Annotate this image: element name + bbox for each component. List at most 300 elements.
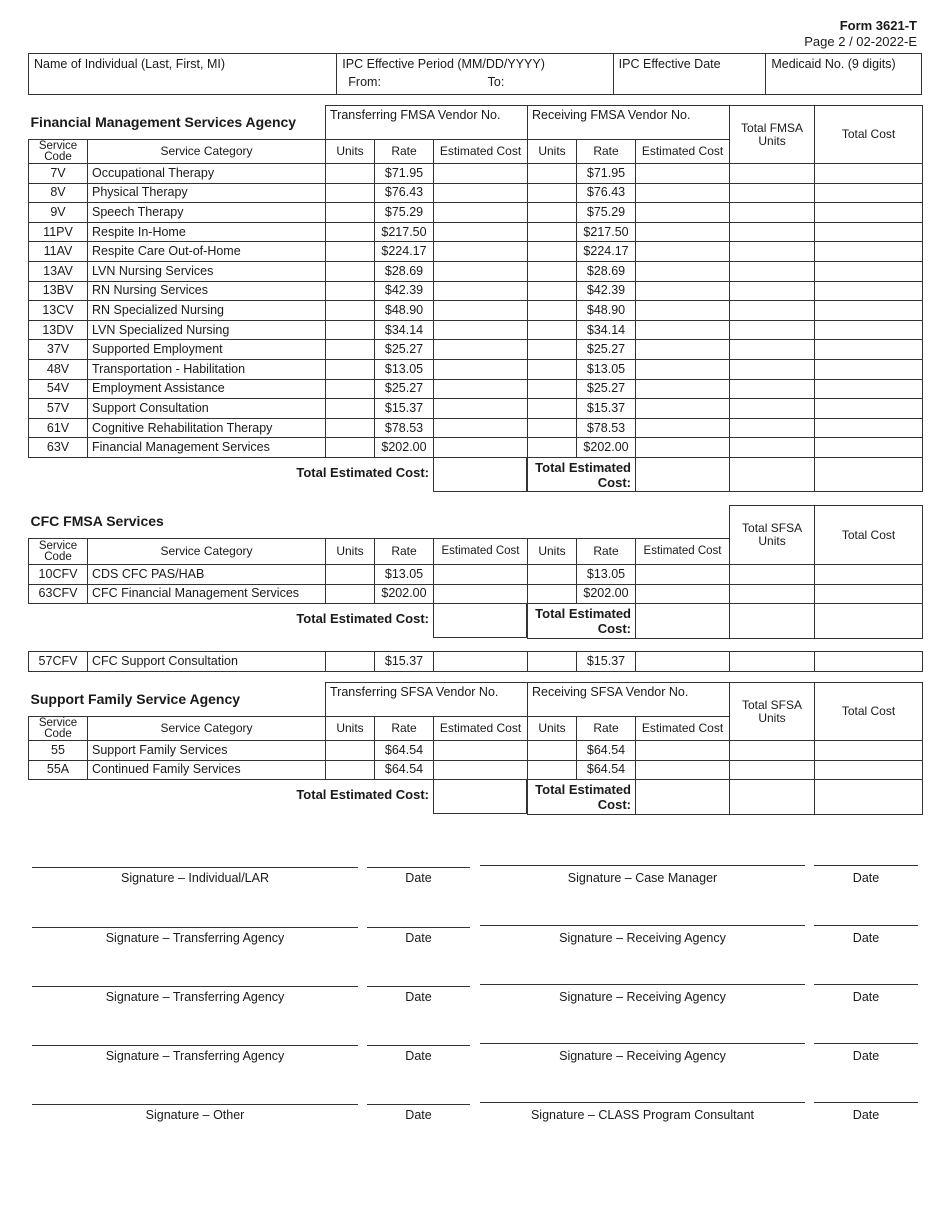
sfsa-col-est-header: Estimated Cost: [434, 717, 528, 741]
est-cost-cell-recv[interactable]: [636, 379, 730, 399]
total-units-cell[interactable]: [730, 281, 815, 301]
table-row: [29, 565, 923, 585]
units-cell-recv[interactable]: [528, 261, 577, 281]
rate-cell-recv: $25.27: [577, 379, 636, 399]
units-cell[interactable]: [326, 418, 375, 438]
service-category: Respite In-Home: [88, 222, 326, 242]
units-cell-recv[interactable]: [528, 760, 577, 780]
signature-left-line[interactable]: [32, 1045, 358, 1046]
signature-row: [0, 866, 950, 896]
units-cell-recv[interactable]: [528, 320, 577, 340]
est-cost-cell-recv[interactable]: [636, 399, 730, 419]
rate-cell-recv: $64.54: [577, 741, 636, 761]
cfc-total-cost-header: Total Cost: [815, 506, 923, 565]
cfc-total-units-cell[interactable]: [730, 604, 815, 639]
rate-cell: $224.17: [375, 242, 434, 262]
date-right-label: Date: [852, 1108, 880, 1122]
total-cost-cell[interactable]: [815, 418, 923, 438]
est-cost-cell-recv[interactable]: [636, 320, 730, 340]
signature-left-line[interactable]: [32, 927, 358, 928]
total-cost-cell[interactable]: [815, 584, 923, 604]
sfsa-total-label-recv1: Total Estimated: [535, 781, 631, 797]
est-cost-cell-recv[interactable]: [636, 261, 730, 281]
est-cost-cell[interactable]: [434, 320, 528, 340]
rate-cell-recv: $202.00: [577, 438, 636, 458]
est-cost-cell[interactable]: [434, 741, 528, 761]
total-cost-cell[interactable]: [815, 652, 923, 672]
rate-cell-recv: $78.53: [577, 418, 636, 438]
date-right-label: Date: [852, 931, 880, 945]
service-code: 61V: [29, 418, 88, 438]
total-cost-cell[interactable]: [815, 301, 923, 321]
service-code: 13BV: [29, 281, 88, 301]
date-left-label: Date: [405, 871, 432, 885]
total-units-cell[interactable]: [730, 584, 815, 604]
signature-right-line[interactable]: [480, 865, 805, 866]
units-cell-recv[interactable]: [528, 379, 577, 399]
fmsa-total-transfer-cell[interactable]: [433, 458, 527, 492]
total-units-cell[interactable]: [730, 418, 815, 438]
rate-cell: $13.05: [375, 565, 434, 585]
units-cell[interactable]: [326, 565, 375, 585]
cfc-support-consultation-table: [28, 651, 923, 672]
cfc-table: [28, 505, 923, 639]
rate-cell: $13.05: [375, 359, 434, 379]
date-left-line[interactable]: [367, 867, 470, 868]
sfsa-total-recv-cell[interactable]: [636, 780, 730, 815]
rate-cell-recv: $64.54: [577, 760, 636, 780]
service-code: 37V: [29, 340, 88, 360]
est-cost-cell-recv[interactable]: [636, 741, 730, 761]
ipc-period-label: IPC Effective Period (MM/DD/YYYY): [342, 57, 545, 71]
sfsa-total-cost-cell[interactable]: [815, 780, 923, 815]
sfsa-col-category-header: Service Category: [88, 717, 326, 741]
date-right-line[interactable]: [814, 865, 918, 866]
name-label: Name of Individual (Last, First, MI): [34, 57, 226, 71]
total-units-cell[interactable]: [730, 379, 815, 399]
rate-cell: $34.14: [375, 320, 434, 340]
est-cost-cell-recv[interactable]: [636, 652, 730, 672]
signature-right-line[interactable]: [480, 925, 805, 926]
page-info: Page 2 / 02-2022-E: [804, 34, 917, 49]
est-cost-cell[interactable]: [434, 222, 528, 242]
units-cell[interactable]: [326, 203, 375, 223]
table-row: [29, 320, 923, 340]
est-cost-cell-recv[interactable]: [636, 760, 730, 780]
cfc-col-est-header-recv: Estimated Cost: [636, 539, 730, 565]
signature-row: [0, 1103, 950, 1133]
from-label: From:: [348, 75, 381, 89]
date-right-line[interactable]: [814, 984, 918, 985]
col-units-header-recv: Units: [528, 140, 577, 164]
est-cost-cell[interactable]: [434, 399, 528, 419]
rate-cell: $202.00: [375, 438, 434, 458]
col-est-header: Estimated Cost: [434, 140, 528, 164]
service-category: LVN Specialized Nursing: [88, 320, 326, 340]
service-category: Financial Management Services: [88, 438, 326, 458]
est-cost-cell-recv[interactable]: [636, 183, 730, 203]
units-cell[interactable]: [326, 164, 375, 184]
fmsa-total-cost-header: Total Cost: [815, 106, 923, 164]
sfsa-receiving-label[interactable]: Receiving SFSA Vendor No.: [528, 683, 730, 717]
service-code: 13AV: [29, 261, 88, 281]
signature-right-line[interactable]: [480, 984, 805, 985]
ipc-period-field[interactable]: [337, 54, 613, 94]
total-cost-cell[interactable]: [815, 261, 923, 281]
service-code: 55A: [29, 760, 88, 780]
units-cell[interactable]: [326, 584, 375, 604]
service-category: Transportation - Habilitation: [88, 359, 326, 379]
service-code: 54V: [29, 379, 88, 399]
total-cost-cell[interactable]: [815, 741, 923, 761]
date-right-line[interactable]: [814, 1102, 918, 1103]
rate-cell-recv: $15.37: [577, 399, 636, 419]
signature-left-line[interactable]: [32, 986, 358, 987]
table-row: [29, 438, 923, 458]
cfc-total-transfer-cell[interactable]: [433, 604, 527, 638]
table-row: [29, 340, 923, 360]
total-cost-cell[interactable]: [815, 399, 923, 419]
total-units-cell[interactable]: [730, 565, 815, 585]
fmsa-table: [28, 105, 923, 492]
units-cell-recv[interactable]: [528, 359, 577, 379]
service-category: RN Specialized Nursing: [88, 301, 326, 321]
units-cell[interactable]: [326, 359, 375, 379]
units-cell-recv[interactable]: [528, 438, 577, 458]
est-cost-cell[interactable]: [434, 652, 528, 672]
col-category-header: Service Category: [88, 140, 326, 164]
units-cell[interactable]: [326, 652, 375, 672]
units-cell-recv[interactable]: [528, 222, 577, 242]
rate-cell-recv: $217.50: [577, 222, 636, 242]
est-cost-cell[interactable]: [434, 418, 528, 438]
rate-cell: $15.37: [375, 652, 434, 672]
service-category: Support Consultation: [88, 399, 326, 419]
ipc-date-field[interactable]: [614, 54, 767, 94]
table-row: [29, 760, 923, 780]
col-code-header: Service Code: [29, 140, 88, 164]
service-category: CDS CFC PAS/HAB: [88, 565, 326, 585]
total-cost-cell[interactable]: [815, 222, 923, 242]
total-units-cell[interactable]: [730, 340, 815, 360]
service-category: Speech Therapy: [88, 203, 326, 223]
rate-cell-recv: $75.29: [577, 203, 636, 223]
table-row: [29, 379, 923, 399]
col-est-header-recv: Estimated Cost: [636, 140, 730, 164]
date-left-line[interactable]: [367, 986, 470, 987]
est-cost-cell[interactable]: [434, 301, 528, 321]
total-units-cell[interactable]: [730, 320, 815, 340]
table-row: [29, 359, 923, 379]
total-cost-cell[interactable]: [815, 565, 923, 585]
units-cell[interactable]: [326, 741, 375, 761]
sfsa-total-transfer-cell[interactable]: [433, 780, 527, 814]
col-units-header: Units: [326, 140, 375, 164]
sfsa-total-cost-header: Total Cost: [815, 683, 923, 741]
rate-cell: $25.27: [375, 340, 434, 360]
est-cost-cell[interactable]: [434, 565, 528, 585]
units-cell-recv[interactable]: [528, 340, 577, 360]
est-cost-cell[interactable]: [434, 164, 528, 184]
sfsa-col-rate-header-recv: Rate: [577, 717, 636, 741]
service-code: 7V: [29, 164, 88, 184]
signature-right-label: Signature – Receiving Agency: [559, 990, 726, 1004]
total-units-cell[interactable]: [730, 359, 815, 379]
units-cell[interactable]: [326, 438, 375, 458]
sfsa-total-units-header: Total SFSA Units: [730, 683, 815, 741]
signature-right-label: Signature – Case Manager: [567, 871, 718, 885]
service-code: 55: [29, 741, 88, 761]
total-cost-cell[interactable]: [815, 183, 923, 203]
est-cost-cell-recv[interactable]: [636, 584, 730, 604]
sfsa-total-label: Total Estimated Cost:: [296, 787, 429, 803]
signature-right-label: Signature – CLASS Program Consultant: [530, 1108, 755, 1122]
est-cost-cell[interactable]: [434, 242, 528, 262]
fmsa-receiving-label[interactable]: Receiving FMSA Vendor No.: [528, 106, 730, 140]
service-code: 10CFV: [29, 565, 88, 585]
total-units-cell[interactable]: [730, 741, 815, 761]
cfc-title: CFC FMSA Services: [30, 513, 164, 530]
fmsa-total-cost-cell[interactable]: [815, 457, 923, 492]
units-cell-recv[interactable]: [528, 242, 577, 262]
signature-right-line[interactable]: [480, 1102, 805, 1103]
units-cell[interactable]: [326, 281, 375, 301]
medicaid-field[interactable]: [766, 54, 921, 94]
total-cost-cell[interactable]: [815, 379, 923, 399]
table-row: [29, 164, 923, 184]
cfc-total-label-recv1: Total Estimated: [535, 605, 631, 621]
date-right-line[interactable]: [814, 1043, 918, 1044]
rate-cell: $76.43: [375, 183, 434, 203]
service-code: 11PV: [29, 222, 88, 242]
date-right-label: Date: [852, 871, 880, 885]
service-category: Continued Family Services: [88, 760, 326, 780]
date-right-label: Date: [852, 990, 880, 1004]
total-units-cell[interactable]: [730, 301, 815, 321]
table-row: [29, 741, 923, 761]
rate-cell-recv: $42.39: [577, 281, 636, 301]
total-units-cell[interactable]: [730, 242, 815, 262]
sfsa-total-units-cell[interactable]: [730, 780, 815, 815]
total-units-cell[interactable]: [730, 203, 815, 223]
date-left-line[interactable]: [367, 927, 470, 928]
fmsa-total-units-header: Total FMSA Units: [730, 106, 815, 164]
rate-cell: $42.39: [375, 281, 434, 301]
sfsa-table: [28, 682, 923, 815]
est-cost-cell-recv[interactable]: [636, 222, 730, 242]
rate-cell: $78.53: [375, 418, 434, 438]
units-cell-recv[interactable]: [528, 164, 577, 184]
total-cost-cell[interactable]: [815, 281, 923, 301]
cfc-col-rate-header: Rate: [375, 539, 434, 565]
total-cost-cell[interactable]: [815, 164, 923, 184]
name-field[interactable]: [29, 54, 337, 94]
units-cell[interactable]: [326, 379, 375, 399]
est-cost-cell[interactable]: [434, 379, 528, 399]
signature-left-line[interactable]: [32, 1104, 358, 1105]
sfsa-total-label-recv2: Cost:: [597, 796, 631, 812]
total-cost-cell[interactable]: [815, 438, 923, 458]
total-units-cell[interactable]: [730, 652, 815, 672]
date-left-line[interactable]: [367, 1045, 470, 1046]
service-category: LVN Nursing Services: [88, 261, 326, 281]
est-cost-cell-recv[interactable]: [636, 340, 730, 360]
cfc-total-label: Total Estimated Cost:: [296, 611, 429, 627]
fmsa-total-label: Total Estimated Cost:: [296, 464, 430, 480]
est-cost-cell-recv[interactable]: [636, 164, 730, 184]
total-cost-cell[interactable]: [815, 320, 923, 340]
individual-header: [28, 53, 922, 95]
rate-cell-recv: $25.27: [577, 340, 636, 360]
rate-cell-recv: $224.17: [577, 242, 636, 262]
service-category: RN Nursing Services: [88, 281, 326, 301]
total-units-cell[interactable]: [730, 438, 815, 458]
service-category: Physical Therapy: [88, 183, 326, 203]
units-cell-recv[interactable]: [528, 301, 577, 321]
units-cell-recv[interactable]: [528, 418, 577, 438]
est-cost-cell[interactable]: [434, 584, 528, 604]
est-cost-cell-recv[interactable]: [636, 418, 730, 438]
est-cost-cell[interactable]: [434, 203, 528, 223]
signature-left-label: Signature – Transferring Agency: [105, 990, 285, 1004]
table-row: [29, 222, 923, 242]
signature-left-label: Signature – Transferring Agency: [105, 931, 285, 945]
est-cost-cell[interactable]: [434, 760, 528, 780]
signature-left-line[interactable]: [32, 867, 358, 868]
fmsa-rows: [29, 164, 923, 458]
signature-right-label: Signature – Receiving Agency: [559, 931, 726, 945]
units-cell[interactable]: [326, 301, 375, 321]
sfsa-col-units-header-recv: Units: [528, 717, 577, 741]
rate-cell: $71.95: [375, 164, 434, 184]
est-cost-cell[interactable]: [434, 281, 528, 301]
est-cost-cell[interactable]: [434, 183, 528, 203]
est-cost-cell-recv[interactable]: [636, 203, 730, 223]
est-cost-cell[interactable]: [434, 340, 528, 360]
est-cost-cell-recv[interactable]: [636, 281, 730, 301]
units-cell-recv[interactable]: [528, 399, 577, 419]
fmsa-total-units-cell[interactable]: [730, 457, 815, 492]
units-cell-recv[interactable]: [528, 281, 577, 301]
units-cell[interactable]: [326, 242, 375, 262]
total-cost-cell[interactable]: [815, 359, 923, 379]
table-row: [29, 399, 923, 419]
units-cell-recv[interactable]: [528, 203, 577, 223]
signature-right-label: Signature – Receiving Agency: [559, 1049, 726, 1063]
rate-cell-recv: $34.14: [577, 320, 636, 340]
units-cell-recv[interactable]: [528, 584, 577, 604]
date-left-line[interactable]: [367, 1104, 470, 1105]
service-category: Supported Employment: [88, 340, 326, 360]
service-code: 11AV: [29, 242, 88, 262]
service-category: Respite Care Out-of-Home: [88, 242, 326, 262]
table-row: [29, 281, 923, 301]
total-cost-cell[interactable]: [815, 340, 923, 360]
est-cost-cell[interactable]: [434, 261, 528, 281]
rate-cell-recv: $202.00: [577, 584, 636, 604]
rate-cell-recv: $48.90: [577, 301, 636, 321]
units-cell[interactable]: [326, 320, 375, 340]
fmsa-total-recv-cell[interactable]: [636, 457, 730, 492]
signature-left-label: Signature – Other: [145, 1108, 245, 1122]
cfc-total-cost-cell[interactable]: [815, 604, 923, 639]
cfc-total-recv-cell[interactable]: [636, 604, 730, 639]
units-cell-recv[interactable]: [528, 652, 577, 672]
est-cost-cell-recv[interactable]: [636, 359, 730, 379]
cfc-support-consultation-row: [29, 652, 923, 672]
est-cost-cell-recv[interactable]: [636, 565, 730, 585]
ipc-date-label: IPC Effective Date: [618, 57, 721, 71]
col-rate-header: Rate: [375, 140, 434, 164]
units-cell[interactable]: [326, 399, 375, 419]
rate-cell: $202.00: [375, 584, 434, 604]
service-code: 63V: [29, 438, 88, 458]
fmsa-total-label-recv2: Cost:: [597, 474, 632, 490]
service-category: Cognitive Rehabilitation Therapy: [88, 418, 326, 438]
total-cost-cell[interactable]: [815, 760, 923, 780]
total-units-cell[interactable]: [730, 399, 815, 419]
total-cost-cell[interactable]: [815, 203, 923, 223]
service-code: 57CFV: [29, 652, 88, 672]
signature-right-line[interactable]: [480, 1043, 805, 1044]
units-cell[interactable]: [326, 261, 375, 281]
rate-cell-recv: $76.43: [577, 183, 636, 203]
rate-cell: $64.54: [375, 760, 434, 780]
total-units-cell[interactable]: [730, 760, 815, 780]
sfsa-col-code-header: Service Code: [29, 717, 88, 741]
signature-row: [0, 985, 950, 1015]
fmsa-title: Financial Management Services Agency: [29, 106, 326, 140]
total-units-cell[interactable]: [730, 164, 815, 184]
est-cost-cell[interactable]: [434, 438, 528, 458]
service-code: 13CV: [29, 301, 88, 321]
total-units-cell[interactable]: [730, 222, 815, 242]
total-units-cell[interactable]: [730, 261, 815, 281]
service-category: Employment Assistance: [88, 379, 326, 399]
service-category: Occupational Therapy: [88, 164, 326, 184]
est-cost-cell-recv[interactable]: [636, 301, 730, 321]
total-cost-cell[interactable]: [815, 242, 923, 262]
fmsa-transferring-label[interactable]: Transferring FMSA Vendor No.: [326, 106, 528, 140]
units-cell-recv[interactable]: [528, 741, 577, 761]
service-category: Support Family Services: [88, 741, 326, 761]
sfsa-col-units-header: Units: [326, 717, 375, 741]
units-cell-recv[interactable]: [528, 565, 577, 585]
rate-cell: $48.90: [375, 301, 434, 321]
service-code: 13DV: [29, 320, 88, 340]
sfsa-col-rate-header: Rate: [375, 717, 434, 741]
cfc-col-est-header: Estimated Cost: [434, 539, 528, 565]
table-row: [29, 584, 923, 604]
units-cell[interactable]: [326, 183, 375, 203]
sfsa-transferring-label[interactable]: Transferring SFSA Vendor No.: [326, 683, 528, 717]
est-cost-cell-recv[interactable]: [636, 438, 730, 458]
date-right-line[interactable]: [814, 925, 918, 926]
est-cost-cell-recv[interactable]: [636, 242, 730, 262]
cfc-col-code-header: Service Code: [29, 539, 88, 565]
cfc-col-units-header-recv: Units: [528, 539, 577, 565]
units-cell-recv[interactable]: [528, 183, 577, 203]
table-row: [29, 418, 923, 438]
total-units-cell[interactable]: [730, 183, 815, 203]
est-cost-cell[interactable]: [434, 359, 528, 379]
units-cell[interactable]: [326, 760, 375, 780]
rate-cell-recv: $13.05: [577, 359, 636, 379]
cfc-col-category-header: Service Category: [88, 539, 326, 565]
units-cell[interactable]: [326, 340, 375, 360]
medicaid-label: Medicaid No. (9 digits): [771, 57, 896, 71]
units-cell[interactable]: [326, 222, 375, 242]
